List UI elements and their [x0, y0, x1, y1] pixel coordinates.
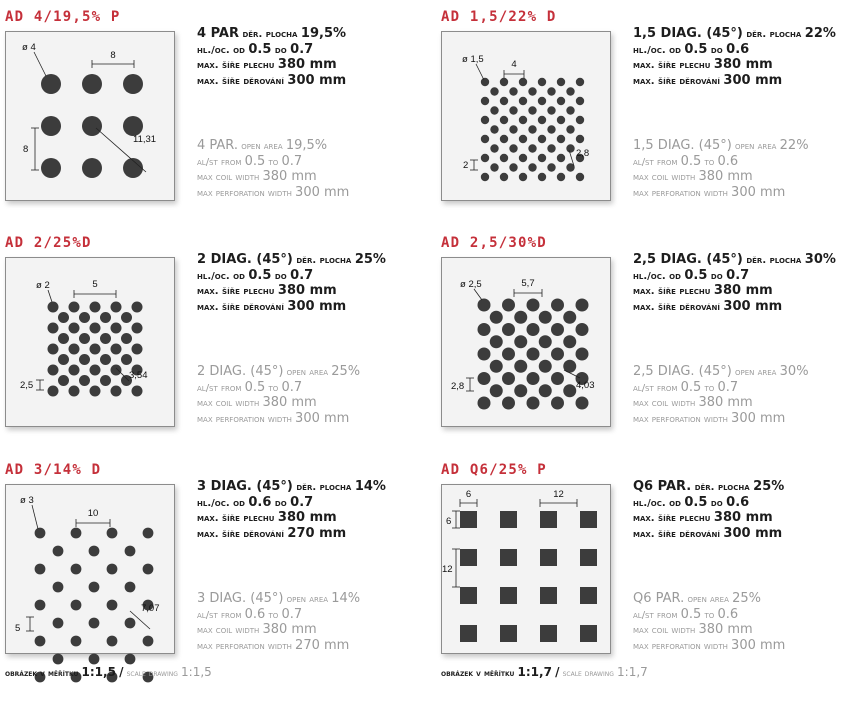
perforation-hole: [576, 97, 584, 105]
pitch-label: 12: [553, 489, 564, 500]
perforation-hole: [580, 549, 597, 566]
perforation-hole: [481, 97, 489, 105]
perforation-hole: [481, 116, 489, 124]
spec-czech: [633, 253, 850, 315]
scale-note-left: obrázek v měřítku 1:1,5 / scale drawing 1:1,5: [5, 665, 212, 679]
pitch-label: 5: [92, 279, 98, 290]
perforation-hole: [519, 173, 527, 181]
perforation-hole: [519, 78, 527, 86]
perforation-hole: [123, 116, 143, 136]
perforation-hole: [125, 582, 136, 593]
perforation-hole: [71, 528, 82, 539]
spec-line-thickness: al/st from 0.5 to 0.7: [197, 379, 303, 395]
spec-line-type: 2 DIAG. (45°) open area 25%: [197, 364, 361, 379]
product-code: AD 4/19,5% P: [5, 9, 121, 25]
perforation-hole: [100, 333, 111, 344]
product-code: AD 3/14% D: [5, 462, 102, 478]
perforation-hole: [481, 135, 489, 143]
perforation-hole: [547, 125, 555, 133]
pitch-label: 8: [110, 50, 116, 61]
perforation-hole: [460, 587, 477, 604]
spec-line-coil-width: max. šíře plechu 380 mm: [197, 57, 337, 72]
perforation-hole: [90, 323, 101, 334]
perforation-hole: [539, 360, 552, 373]
perforation-hole: [490, 87, 498, 95]
perforation-hole: [82, 116, 102, 136]
perforation-hole: [107, 564, 118, 575]
perforation-hole: [48, 302, 59, 313]
spec-line-coil-width: max coil width 380 mm: [633, 169, 753, 184]
spec-line-thickness: al/st from 0.6 to 0.7: [197, 606, 303, 622]
spec-line-type: Q6 PAR. open area 25%: [633, 591, 761, 606]
perforation-hole: [538, 97, 546, 105]
perforation-hole: [509, 87, 517, 95]
spec-line-perforation-width: max perforation width 300 mm: [197, 184, 350, 200]
perforation-hole: [69, 344, 80, 355]
spec-line-perforation-width: max perforation width 270 mm: [197, 637, 350, 653]
perforation-hole: [547, 87, 555, 95]
perforation-hole: [500, 625, 517, 642]
perforation-hole: [527, 323, 540, 336]
perforation-hole: [71, 636, 82, 647]
spec-english: [197, 139, 427, 201]
spec-line-perforation-width: max. šíře děrování 300 mm: [197, 72, 347, 88]
perforation-hole: [69, 302, 80, 313]
perforation-hole: [502, 397, 515, 410]
perforation-hole: [528, 87, 536, 95]
perforation-hole: [100, 354, 111, 365]
product-block: [5, 462, 425, 662]
perforation-hole: [478, 348, 491, 361]
side-label: 5: [15, 623, 21, 634]
spec-czech: [197, 253, 427, 315]
perforation-hole: [107, 528, 118, 539]
side-label: 8: [23, 144, 29, 155]
perforation-hole: [143, 528, 154, 539]
perforation-hole: [540, 549, 557, 566]
perforation-hole: [551, 299, 564, 312]
perforation-hole: [557, 135, 565, 143]
perforation-drawing: [441, 31, 611, 201]
perforation-hole: [490, 125, 498, 133]
perforation-hole: [528, 125, 536, 133]
square-size-label: 6: [465, 489, 472, 500]
perforation-hole: [490, 144, 498, 152]
spec-english: [197, 592, 427, 654]
diameter-label: ø 3: [20, 495, 34, 506]
perforation-hole: [500, 97, 508, 105]
perforation-hole: [519, 135, 527, 143]
spec-line-coil-width: max coil width 380 mm: [197, 622, 317, 637]
spec-line-perforation-width: max. šíře děrování 300 mm: [633, 298, 783, 314]
product-block: [5, 235, 425, 435]
perforation-hole: [478, 323, 491, 336]
perforation-hole: [527, 348, 540, 361]
perforation-hole: [540, 625, 557, 642]
perforation-hole: [528, 106, 536, 114]
spec-line-perforation-width: max. šíře děrování 300 mm: [633, 72, 783, 88]
perforation-hole: [89, 546, 100, 557]
perforation-hole: [48, 386, 59, 397]
perforation-hole: [557, 154, 565, 162]
perforation-hole: [478, 397, 491, 410]
spec-line-perforation-width: max perforation width 300 mm: [197, 410, 350, 426]
perforation-hole: [527, 397, 540, 410]
perforation-hole: [100, 312, 111, 323]
perforation-drawing: [441, 484, 611, 654]
perforation-hole: [89, 618, 100, 629]
perforation-hole: [540, 511, 557, 528]
perforation-hole: [547, 106, 555, 114]
perforation-hole: [123, 74, 143, 94]
diagonal-label: 4,03: [576, 380, 595, 391]
spec-line-thickness: hl./oc. od 0.5 do 0.7: [633, 267, 750, 283]
perforation-hole: [69, 323, 80, 334]
perforation-hole: [58, 312, 69, 323]
perforation-drawing: [5, 484, 175, 654]
spec-line-coil-width: max coil width 380 mm: [633, 622, 753, 637]
perforation-hole: [551, 372, 564, 385]
perforation-hole: [540, 587, 557, 604]
perforation-hole: [500, 135, 508, 143]
perforation-hole: [53, 654, 64, 665]
perforation-hole: [566, 125, 574, 133]
pitch-label: 5,7: [521, 278, 535, 289]
perforation-hole: [509, 106, 517, 114]
spec-czech: [197, 480, 427, 542]
perforation-hole: [143, 564, 154, 575]
perforation-hole: [500, 154, 508, 162]
diameter-label: ø 2,5: [460, 279, 482, 290]
perforation-hole: [41, 158, 61, 178]
perforation-hole: [500, 173, 508, 181]
perforation-hole: [481, 78, 489, 86]
perforation-hole: [460, 625, 477, 642]
perforation-hole: [502, 348, 515, 361]
perforation-hole: [82, 158, 102, 178]
perforation-hole: [563, 335, 576, 348]
perforation-hole: [528, 144, 536, 152]
spec-line-perforation-width: max perforation width 300 mm: [633, 410, 786, 426]
perforation-hole: [490, 311, 503, 324]
side-label: 2,5: [20, 380, 34, 391]
perforation-hole: [538, 116, 546, 124]
perforation-hole: [538, 78, 546, 86]
perforation-hole: [500, 587, 517, 604]
perforation-hole: [89, 582, 100, 593]
perforation-hole: [580, 511, 597, 528]
perforation-hole: [58, 375, 69, 386]
spec-line-thickness: hl./oc. od 0.5 do 0.7: [197, 267, 314, 283]
perforation-hole: [563, 311, 576, 324]
product-code: AD Q6/25% P: [441, 462, 547, 478]
perforation-hole: [490, 384, 503, 397]
perforation-hole: [547, 144, 555, 152]
perforation-hole: [557, 116, 565, 124]
perforation-hole: [71, 600, 82, 611]
product-block: [5, 9, 425, 209]
perforation-hole: [500, 78, 508, 86]
perforation-hole: [514, 335, 527, 348]
spec-line-thickness: al/st from 0.5 to 0.6: [633, 606, 739, 622]
perforation-hole: [527, 372, 540, 385]
perforation-hole: [90, 365, 101, 376]
perforation-hole: [557, 78, 565, 86]
perforation-hole: [576, 135, 584, 143]
perforation-hole: [551, 348, 564, 361]
perforation-hole: [519, 116, 527, 124]
product-code: AD 2,5/30%D: [441, 235, 547, 251]
vertical-pitch-label: 12: [442, 564, 453, 575]
perforation-hole: [460, 549, 477, 566]
perforation-hole: [538, 154, 546, 162]
perforation-hole: [121, 354, 132, 365]
perforation-hole: [132, 386, 143, 397]
perforation-hole: [551, 323, 564, 336]
spec-czech: [633, 27, 850, 89]
perforation-hole: [53, 546, 64, 557]
perforation-hole: [576, 116, 584, 124]
perforation-hole: [111, 386, 122, 397]
diagonal-label: 2,8: [576, 148, 590, 159]
perforation-hole: [41, 74, 61, 94]
perforation-hole: [35, 600, 46, 611]
side-label: 2,8: [451, 381, 465, 392]
spec-line-type: 3 DIAG. (45°) open area 14%: [197, 591, 361, 606]
perforation-hole: [90, 386, 101, 397]
perforation-hole: [551, 397, 564, 410]
perforation-hole: [53, 618, 64, 629]
spec-english: [197, 365, 427, 427]
perforation-hole: [514, 311, 527, 324]
perforation-hole: [514, 360, 527, 373]
perforation-hole: [478, 372, 491, 385]
side-label: 2: [463, 160, 469, 171]
side-label: 6: [446, 516, 452, 527]
product-block: [441, 235, 850, 435]
perforation-hole: [576, 323, 589, 336]
perforation-hole: [576, 397, 589, 410]
perforation-hole: [79, 375, 90, 386]
spec-line-type: 4 PAR. open area 19,5%: [197, 138, 328, 153]
perforation-hole: [90, 302, 101, 313]
perforation-drawing: [5, 31, 175, 201]
perforation-hole: [490, 335, 503, 348]
perforation-hole: [502, 372, 515, 385]
perforation-hole: [132, 323, 143, 334]
perforation-hole: [69, 365, 80, 376]
perforation-hole: [580, 587, 597, 604]
perforation-hole: [111, 302, 122, 313]
perforation-hole: [481, 173, 489, 181]
perforation-hole: [502, 299, 515, 312]
perforation-hole: [547, 163, 555, 171]
spec-line-coil-width: max coil width 380 mm: [633, 395, 753, 410]
perforation-hole: [519, 97, 527, 105]
spec-line-coil-width: max. šíře plechu 380 mm: [633, 57, 773, 72]
perforation-hole: [490, 163, 498, 171]
perforation-hole: [519, 154, 527, 162]
perforation-hole: [538, 135, 546, 143]
perforation-hole: [509, 163, 517, 171]
spec-line-type: 2,5 DIAG. (45°) děr. plocha 30%: [633, 252, 836, 267]
diameter-label: ø 2: [36, 280, 50, 291]
pitch-label: 4: [511, 59, 517, 70]
perforation-hole: [35, 564, 46, 575]
perforation-hole: [100, 375, 111, 386]
spec-line-coil-width: max. šíře plechu 380 mm: [197, 283, 337, 298]
spec-line-type: 2,5 DIAG. (45°) open area 30%: [633, 364, 809, 379]
perforation-hole: [538, 173, 546, 181]
product-code: AD 1,5/22% D: [441, 9, 557, 25]
perforation-hole: [48, 323, 59, 334]
perforation-hole: [514, 384, 527, 397]
spec-line-perforation-width: max perforation width 300 mm: [633, 637, 786, 653]
perforation-hole: [502, 323, 515, 336]
spec-line-perforation-width: max perforation width 300 mm: [633, 184, 786, 200]
spec-line-perforation-width: max. šíře děrování 300 mm: [633, 525, 783, 541]
spec-czech: [633, 480, 850, 542]
perforation-hole: [576, 173, 584, 181]
perforation-hole: [121, 333, 132, 344]
perforation-hole: [79, 354, 90, 365]
spec-line-coil-width: max. šíře plechu 380 mm: [197, 510, 337, 525]
perforation-drawing: [5, 257, 175, 427]
spec-line-perforation-width: max. šíře děrování 270 mm: [197, 525, 347, 541]
spec-line-thickness: hl./oc. od 0.5 do 0.6: [633, 41, 750, 57]
spec-english: [633, 592, 850, 654]
product-code: AD 2/25%D: [5, 235, 92, 251]
diagonal-label: 7,07: [141, 603, 160, 614]
perforation-hole: [79, 312, 90, 323]
perforation-hole: [509, 125, 517, 133]
spec-english: [633, 365, 850, 427]
spec-line-coil-width: max. šíře plechu 380 mm: [633, 283, 773, 298]
perforation-hole: [132, 344, 143, 355]
diameter-label: ø 4: [22, 42, 36, 53]
perforation-hole: [79, 333, 90, 344]
diagonal-label: 3,54: [129, 370, 148, 381]
perforation-hole: [490, 106, 498, 114]
perforation-hole: [566, 87, 574, 95]
perforation-hole: [527, 299, 540, 312]
perforation-hole: [500, 116, 508, 124]
spec-line-type: 1,5 DIAG. (45°) děr. plocha 22%: [633, 26, 836, 41]
perforation-hole: [576, 299, 589, 312]
perforation-hole: [89, 654, 100, 665]
spec-line-perforation-width: max. šíře děrování 300 mm: [197, 298, 347, 314]
diagonal-label: 11,31: [133, 134, 157, 145]
scale-note-right: obrázek v měřítku 1:1,7 / scale drawing 1:1,7: [441, 665, 648, 679]
perforation-hole: [557, 173, 565, 181]
perforation-hole: [48, 365, 59, 376]
spec-line-type: 4 PAR děr. plocha 19,5%: [197, 26, 347, 41]
perforation-hole: [481, 154, 489, 162]
perforation-hole: [53, 582, 64, 593]
perforation-hole: [107, 600, 118, 611]
perforation-hole: [539, 384, 552, 397]
pitch-label: 10: [87, 508, 99, 519]
perforation-hole: [111, 344, 122, 355]
spec-line-thickness: al/st from 0.5 to 0.7: [633, 379, 739, 395]
perforation-hole: [125, 618, 136, 629]
perforation-hole: [132, 302, 143, 313]
perforation-hole: [125, 654, 136, 665]
perforation-hole: [35, 636, 46, 647]
perforation-hole: [71, 564, 82, 575]
spec-english: [633, 139, 850, 201]
spec-line-type: 2 DIAG. (45°) děr. plocha 25%: [197, 252, 386, 267]
perforation-hole: [41, 116, 61, 136]
perforation-hole: [90, 344, 101, 355]
perforation-hole: [143, 636, 154, 647]
perforation-hole: [125, 546, 136, 557]
spec-line-coil-width: max coil width 380 mm: [197, 169, 317, 184]
spec-line-coil-width: max coil width 380 mm: [197, 395, 317, 410]
perforation-hole: [58, 333, 69, 344]
perforation-hole: [58, 354, 69, 365]
spec-line-type: 1,5 DIAG. (45°) open area 22%: [633, 138, 809, 153]
perforation-drawing: [441, 257, 611, 427]
product-block: [441, 462, 850, 662]
perforation-hole: [111, 365, 122, 376]
perforation-hole: [563, 384, 576, 397]
perforation-hole: [35, 528, 46, 539]
perforation-hole: [500, 511, 517, 528]
perforation-hole: [528, 163, 536, 171]
perforation-hole: [48, 344, 59, 355]
perforation-hole: [69, 386, 80, 397]
perforation-hole: [121, 312, 132, 323]
diameter-label: ø 1,5: [462, 54, 484, 65]
perforation-hole: [478, 299, 491, 312]
spec-line-type: 3 DIAG. (45°) děr. plocha 14%: [197, 479, 386, 494]
perforation-hole: [82, 74, 102, 94]
product-block: [441, 9, 850, 209]
spec-line-coil-width: max. šíře plechu 380 mm: [633, 510, 773, 525]
perforation-hole: [566, 144, 574, 152]
perforation-hole: [539, 311, 552, 324]
spec-line-thickness: al/st from 0.5 to 0.7: [197, 153, 303, 169]
perforation-hole: [490, 360, 503, 373]
spec-line-thickness: hl./oc. od 0.6 do 0.7: [197, 494, 314, 510]
perforation-hole: [576, 78, 584, 86]
perforation-hole: [460, 511, 477, 528]
spec-line-type: Q6 PAR. děr. plocha 25%: [633, 479, 785, 494]
perforation-hole: [566, 106, 574, 114]
spec-line-thickness: hl./oc. od 0.5 do 0.7: [197, 41, 314, 57]
perforation-hole: [111, 323, 122, 334]
spec-line-thickness: al/st from 0.5 to 0.6: [633, 153, 739, 169]
spec-line-thickness: hl./oc. od 0.5 do 0.6: [633, 494, 750, 510]
perforation-hole: [509, 144, 517, 152]
spec-czech: [197, 27, 427, 89]
perforation-hole: [539, 335, 552, 348]
perforation-hole: [557, 97, 565, 105]
perforation-hole: [580, 625, 597, 642]
perforation-hole: [107, 636, 118, 647]
perforation-hole: [576, 348, 589, 361]
perforation-hole: [500, 549, 517, 566]
